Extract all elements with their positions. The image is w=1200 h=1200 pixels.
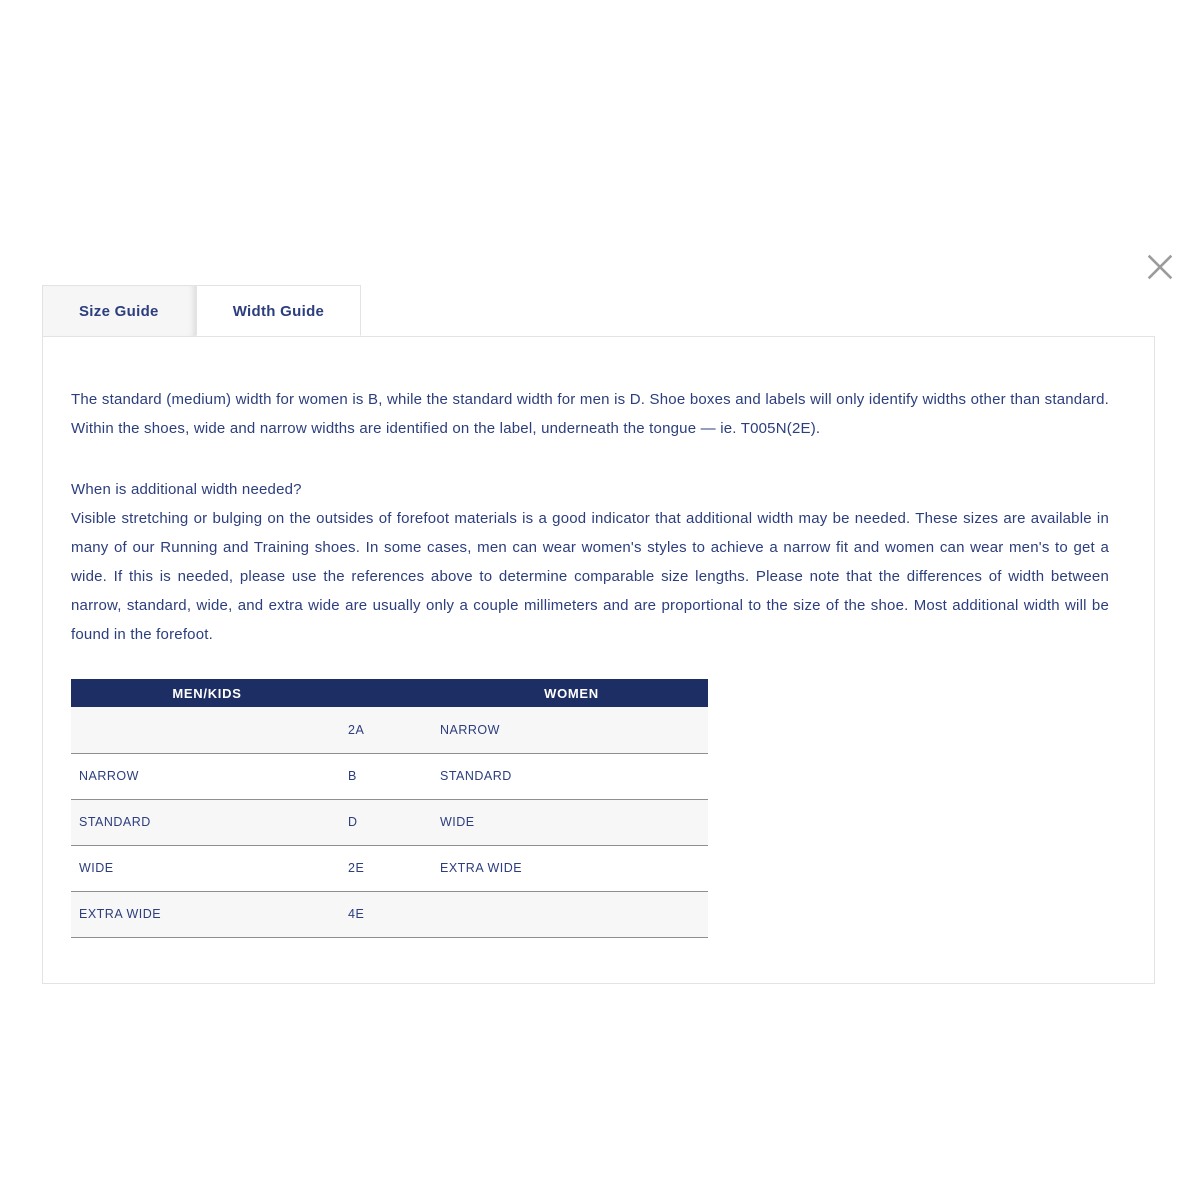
women-cell: EXTRA WIDE — [435, 845, 708, 891]
women-header: WOMEN — [435, 679, 708, 707]
width-guide-panel — [42, 336, 1155, 984]
women-cell: WIDE — [435, 799, 708, 845]
men-kids-cell: WIDE — [71, 845, 343, 891]
intro-paragraph: The standard (medium) width for women is B, while the standard width for men is D. Shoe boxes and labels will only identify widths other than standard. Within the shoes, wide and narrow widths are identified on the label, underneath the tongue — ie. T005N(2E). — [71, 391, 1109, 437]
women-cell: STANDARD — [435, 753, 708, 799]
width-code-cell: 2A — [343, 707, 435, 753]
size-width-guide-modal — [42, 285, 1155, 984]
tab-bar — [42, 285, 1155, 336]
code-header-spacer — [343, 679, 435, 707]
table-row — [71, 707, 708, 753]
section-body-paragraph: Visible stretching or bulging on the outsides of forefoot materials is a good indicator that additional width may be needed. These sizes are available in many of our Running and Training shoes. In some cases, men can wear women's styles to achieve a narrow fit and women can wear men's to get a wide. If this is needed, please use the references above to determine comparable size lengths. Please note that the differences of width between narrow, standard, wide, and extra wide are usually only a couple millimeters and are proportional to the size of the shoe. Most additional width will be found in the forefoot. — [71, 510, 1109, 643]
width-code-cell: D — [343, 799, 435, 845]
women-cell — [435, 891, 708, 937]
tab-size-guide[interactable]: Size Guide — [42, 285, 196, 336]
table-row — [71, 799, 708, 845]
width-comparison-table — [71, 679, 708, 938]
width-code-cell: 4E — [343, 891, 435, 937]
table-row — [71, 753, 708, 799]
table-header-row — [71, 679, 708, 707]
men-kids-cell — [71, 707, 343, 753]
tab-width-guide[interactable]: Width Guide — [196, 285, 361, 336]
women-cell: NARROW — [435, 707, 708, 753]
men-kids-cell: STANDARD — [71, 799, 343, 845]
width-code-cell: 2E — [343, 845, 435, 891]
close-icon[interactable] — [1142, 250, 1178, 286]
table-row — [71, 891, 708, 937]
men-kids-cell: EXTRA WIDE — [71, 891, 343, 937]
men-kids-header: MEN/KIDS — [71, 679, 343, 707]
table-row — [71, 845, 708, 891]
width-code-cell: B — [343, 753, 435, 799]
section-heading: When is additional width needed? — [71, 481, 302, 498]
close-icon-glyph — [1143, 250, 1177, 284]
men-kids-cell: NARROW — [71, 753, 343, 799]
